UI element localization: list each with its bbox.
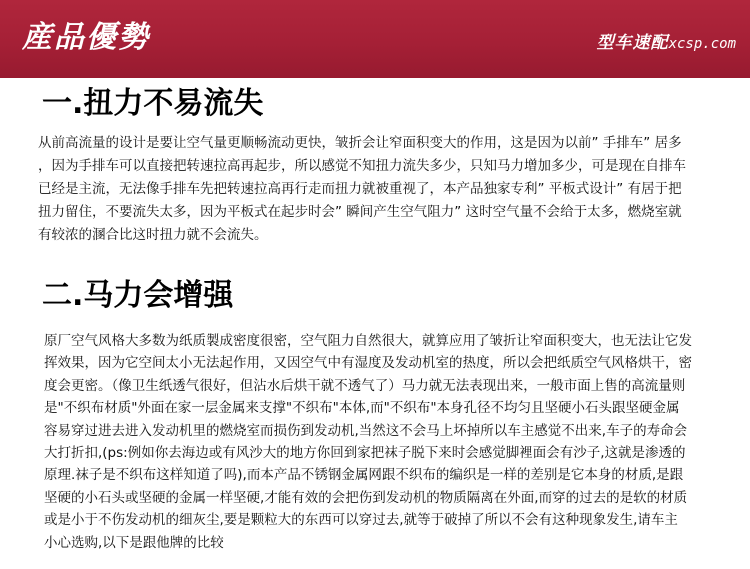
- paragraph-line: 挥效果，因为它空间太小无法起作用，又因空气中有湿度及发动机室的热度，所以会把纸质空气风格烘干，密: [44, 355, 692, 372]
- paragraph-line: 原理.袜子是不织布这样知道了吗),而本产品不锈钢金属网跟不织布的编织是一样的差别是它本身的材质,是跟: [44, 467, 684, 484]
- paragraph-line: ，因为手排车可以直接把转速拉高再起步，所以感觉不知扭力流失多少，只知马力增加多少，可是现在自排车: [38, 158, 686, 174]
- section-2-paragraph: [44, 330, 692, 554]
- header-banner: [0, 0, 750, 78]
- banner-title: 産品優勢: [22, 20, 150, 55]
- section-2-heading: 二.马力会增强: [42, 278, 234, 313]
- brand-url: xcsp.com: [668, 36, 736, 52]
- paragraph-line: 大打折扣,(ps:例如你去海边或有风沙大的地方你回到家把袜子脱下来时会感觉脚裡面会有沙子,这就是渗透的: [44, 444, 686, 461]
- paragraph-line: 或是小于不伤发动机的细灰尘,要是颗粒大的东西可以穿过去,就等于破掉了所以不会有这种现象发生,请车主: [44, 512, 678, 529]
- brand-name: 型车速配: [596, 33, 669, 53]
- paragraph-line: 原厂空气风格大多数为纸质製成密度很密，空气阻力自然很大，就算应用了皱折让窄面积变大，也无法让它发: [44, 333, 692, 349]
- paragraph-line: 已经是主流，无法像手排车先把转速拉高再行走而扭力就被重视了，本产品独家专利” 平板式设计” 有居于把: [38, 181, 682, 197]
- paragraph-line: 扭力留住，不要流失太多，因为平板式在起步时会” 瞬间产生空气阻力” 这时空气量不会给于太多，燃烧室就: [38, 204, 682, 220]
- section-1-paragraph: [38, 132, 686, 247]
- brand-logo[interactable]: [597, 32, 736, 55]
- paragraph-line: 有较浓的溷合比这时扭力就不会流失。: [38, 227, 268, 243]
- paragraph-line: 小心选购,以下是跟他牌的比较: [44, 534, 224, 551]
- section-1-heading: 一.扭力不易流失: [42, 86, 264, 121]
- paragraph-line: 从前高流量的设计是要让空气量更顺畅流动更快，皱折会让窄面积变大的作用，这是因为以前” 手排车” 居多: [38, 135, 682, 151]
- paragraph-line: 度会更密。（像卫生纸透气很好，但沾水后烘干就不透气了）马力就无法表现出来，一般市面上售的高流量则: [44, 377, 686, 394]
- paragraph-line: 是"不织布材质"外面在家一层金属来支撑"不织布"本体,而"不织布"本身孔径不均匀且坚硬小石头跟坚硬金属: [44, 400, 680, 417]
- paragraph-line: 容易穿过进去进入发动机里的燃烧室而损伤到发动机,当然这不会马上坏掉所以车主感觉不出来,车子的寿命会: [44, 422, 688, 439]
- paragraph-line: 坚硬的小石头或坚硬的金属一样坚硬,才能有效的会把伤到发动机的物质隔离在外面,而穿的过去的是软的材质: [44, 489, 688, 506]
